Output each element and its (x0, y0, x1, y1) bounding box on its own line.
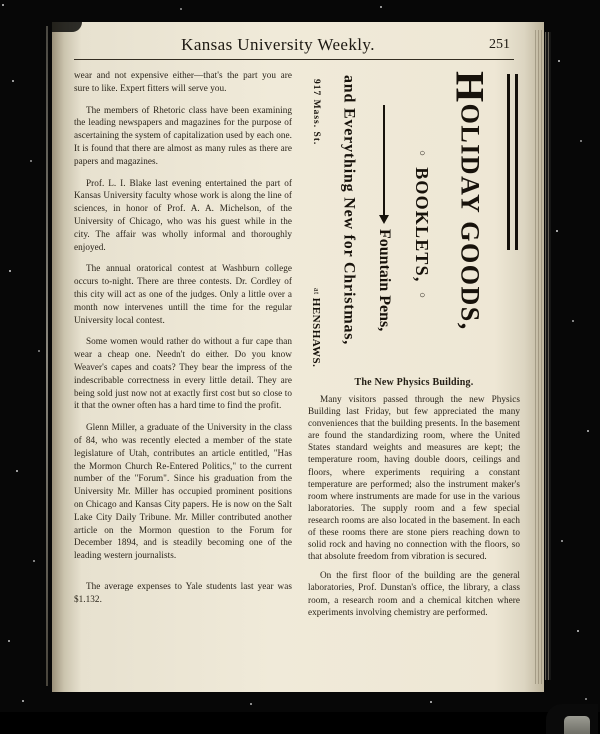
scan-clip-artifact (564, 716, 590, 734)
ad-fountain-pens-column (375, 71, 393, 369)
page-stack-edge (545, 32, 551, 680)
news-item: The average expenses to Yale students last year was $1.132. (74, 580, 292, 604)
news-item: Glenn Miller, a graduate of the University in the class of 84, who was recently elected a member of the state legislature of Utah, contributes an article entitled, "Has the Mormon Church Re-Entered Politics," to the current number of the "Forum". Since his graduation from the University Mr. Miller has occupied prominent positions on Chicago and Kansas City papers. He is now on the Salt Lake City Daily Tribune. Mr. Miller contributed another article on the Mormon question to the Forum for December 1894, and is steadily becoming one of the leading western journalists. (74, 422, 292, 561)
right-column (308, 69, 520, 625)
circle-ornament-icon: ○ (416, 289, 428, 302)
ad-store-label: HENSHAWS. (310, 297, 322, 367)
ad-street-address: 917 Mass. St. (311, 79, 321, 146)
ad-holiday-rest: OLIDAY GOODS, (455, 103, 485, 331)
two-column-layout (52, 69, 544, 625)
scan-noise (2, 4, 4, 6)
henshaws-advertisement (308, 71, 520, 369)
ad-christmas-line: and Everything New for Christmas, (340, 75, 358, 346)
ad-address-column (310, 71, 322, 369)
article-heading: The New Physics Building. (354, 377, 474, 388)
news-item: Some women would rather do without a fur cape than wear a cheap one. Needn't do either. Do you know Weaver's capes and coats? They bear the impress of the indescribable correctness in every little detail. They are being sold just now not at exactly first cost but so close to it that the owner often has a hard time to find the profit. (74, 336, 292, 411)
ad-fountain-pens-line: Fountain Pens, (376, 229, 394, 332)
ad-store-name (310, 288, 322, 367)
news-item: wear and not expensive either—that's the part you are sure to like. Expert fitters will serve you. (74, 70, 292, 93)
double-rule-ornament (507, 74, 518, 250)
news-item: The members of Rhetoric class have been examining the leading newspapers and magazines for the purpose of ascertaining the system of capitalization used by each one. It is found that there are almost as many rules as there are papers and magazines. (74, 104, 293, 166)
newspaper-page (52, 22, 544, 692)
page-header (52, 22, 544, 55)
article-paragraph: Many visitors passed through the new Physics Building last Friday, but few appreciated the many conveniences that the building presents. In the basement are found the standardizing room, where the United States standard weights and measures are kept; the temperature room, having double doors, ceilings and floors, where experiments requiring a constant temperature are performed; also the instrument maker's room where instruments are made for use in the various laboratories. The supply room and a few special research rooms are also located in the basement. In each of these rooms there are stone piers reaching down to solid rock and having no connection with the floors, so that absolute freedom from vibration is secured. (308, 394, 520, 562)
ad-booklets-column (411, 71, 432, 369)
article-paragraph: On the first floor of the building are the general laboratories, Prof. Dunstan's office, the library, a class room, a research room and a chemical kitchen where experiments involving chemistry are performed. (308, 570, 520, 617)
ad-holiday-dropcap: H (447, 71, 493, 104)
ad-booklets-line (411, 141, 432, 309)
ad-holiday-goods-line (447, 71, 493, 369)
ad-booklets-label: BOOKLETS, (411, 167, 432, 283)
news-item: Prof. L. I. Blake last evening entertained the part of Kansas University faculty whose work is along the line of sciences, in honor of Prof. A. A. Michelson, of the University of Chicago, who was his guest while in the city. The affair was wholly informal and thoroughly enjoyed. (74, 177, 292, 252)
news-item: The annual oratorical contest at Washburn college occurs to-night. There are three contests. Dr. Cordley of this city will act as one of the judges. Only a little over a month now intervenes untill the time for the regular University local contest. (74, 263, 292, 325)
masthead-rule (74, 59, 514, 60)
page-number: 251 (489, 37, 510, 52)
arrow-leader-ornament (383, 105, 385, 215)
opposite-page-edge (46, 26, 48, 686)
ad-at-label: at (312, 287, 321, 295)
left-column (74, 69, 292, 625)
circle-ornament-icon: ○ (416, 148, 428, 161)
masthead-title: Kansas University Weekly. (181, 35, 375, 54)
